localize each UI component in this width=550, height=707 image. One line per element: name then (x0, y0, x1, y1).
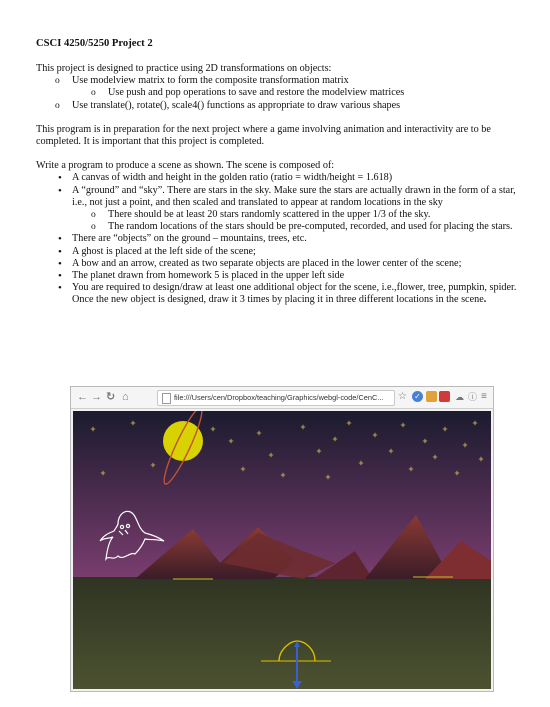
home-icon[interactable]: ⌂ (122, 391, 129, 403)
task-subitem: o There should be at least 20 stars randomly scattered in the upper 1/3 of the sky. (36, 209, 526, 221)
webgl-scene-canvas (73, 411, 491, 689)
extension-red-icon[interactable] (439, 391, 450, 402)
browser-toolbar (71, 387, 493, 409)
task-item: • There are “objects” on the ground – mountains, trees, etc. (36, 233, 526, 245)
note-paragraph: This program is in preparation for the next project where a game involving animation and interactivity are to be completed. It is important that this project is completed. (36, 123, 491, 148)
intro-list (36, 75, 526, 112)
extension-orange-icon[interactable] (426, 391, 437, 402)
intro-item: o Use modelview matrix to form the composite transformation matrix (36, 75, 526, 87)
task-item: • A bow and an arrow, created as two separate objects are placed in the lower center of the scene; (36, 258, 526, 270)
extension-cloud-icon[interactable]: ☁ (455, 392, 464, 402)
address-text: file:///Users/cen/Dropbox/teaching/Graphics/webgl-code/CenC... (174, 393, 384, 402)
ground (73, 577, 491, 689)
task-item: • A canvas of width and height in the golden ratio (ratio = width/height = 1.618) (36, 172, 526, 184)
extension-blue-icon[interactable]: ✓ (412, 391, 423, 402)
back-arrow-icon[interactable]: ← (77, 391, 88, 403)
task-item: • The planet drawn from homework 5 is placed in the upper left side (36, 270, 526, 282)
info-icon[interactable]: ⓘ (468, 392, 478, 402)
browser-screenshot (70, 386, 494, 692)
task-item (36, 282, 526, 306)
page-icon (162, 393, 171, 404)
task-item: • A “ground” and “sky”. There are stars in the sky. Make sure the stars are actually drawn in the form of a star, i.e., not just a point, and then scaled and translated to appear at random locations in the sky (36, 185, 526, 209)
forward-arrow-icon[interactable]: → (91, 391, 102, 403)
task-item: • A ghost is placed at the left side of the scene; (36, 246, 526, 258)
task-item-text: You are required to design/draw at least one additional object for the scene, i.e.,flower, tree, pumpkin, spider. Once the new object is designed, draw it 3 times by placing it in three different locations in the scene (72, 282, 517, 306)
address-bar[interactable] (157, 390, 395, 406)
intro-item: o Use translate(), rotate(), scale4() functions as appropriate to draw various shapes (36, 100, 526, 112)
task-list (36, 172, 526, 306)
intro-subitem: o Use push and pop operations to save and restore the modelview matrices (36, 87, 526, 99)
planet (163, 421, 203, 461)
task-paragraph: Write a program to produce a scene as shown. The scene is composed of: (36, 160, 335, 172)
intro-paragraph: This project is designed to practice using 2D transformations on objects: (36, 63, 332, 74)
reload-icon[interactable]: ↻ (106, 391, 116, 403)
document-title: CSCI 4250/5250 Project 2 (36, 38, 153, 49)
menu-icon[interactable]: ≡ (481, 391, 487, 402)
task-item-trailing-period: . (483, 294, 487, 306)
document-page (36, 38, 526, 307)
star-bookmark-icon[interactable]: ☆ (398, 391, 407, 402)
task-subitem: o The random locations of the stars should be pre-computed, recorded, and used for placing the stars. (36, 221, 526, 233)
